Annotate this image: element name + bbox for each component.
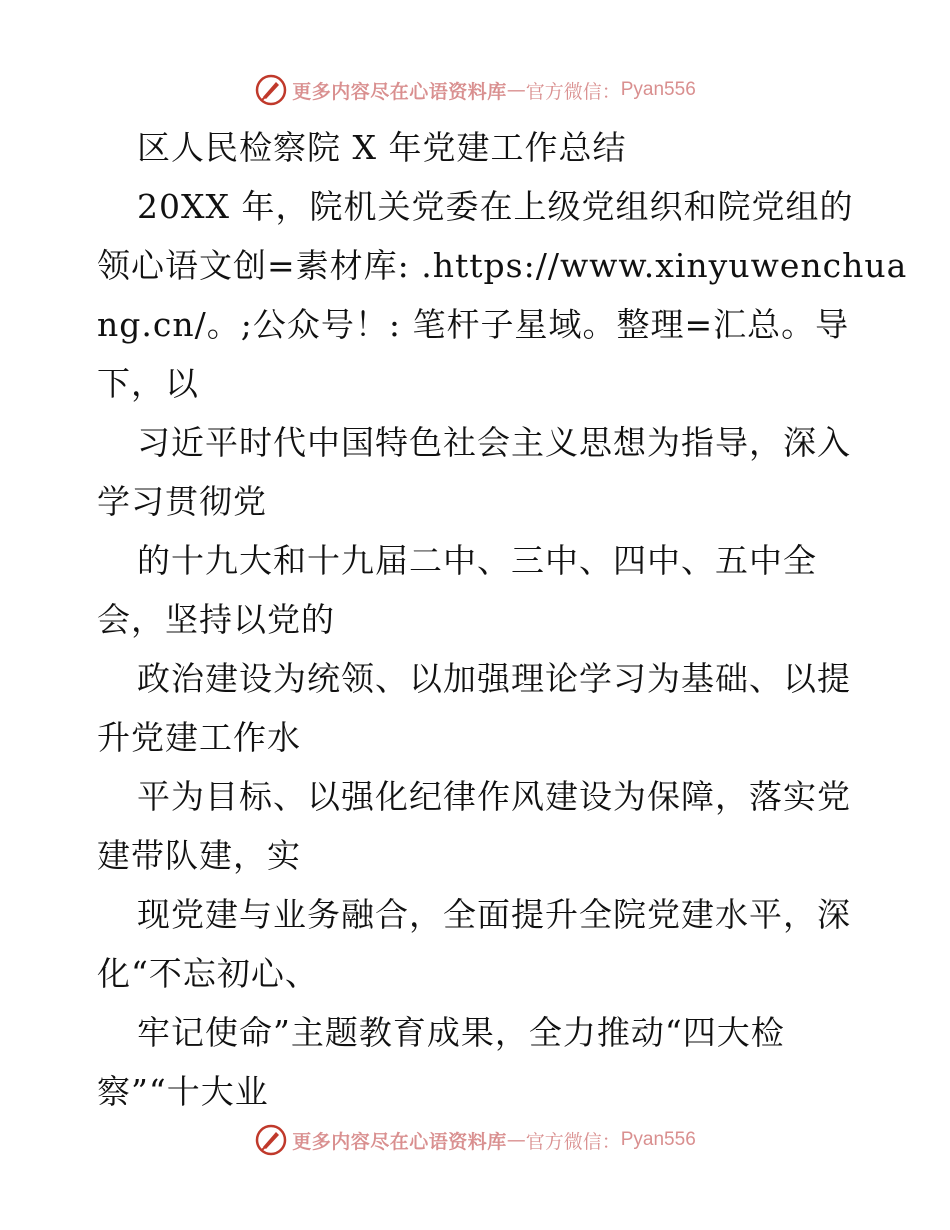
paragraph-line: 察”“十大业 — [97, 1072, 269, 1111]
paragraph-line: 会，坚持以党的 — [97, 600, 335, 639]
paragraph-line: 现党建与业务融合，全面提升全院党建水平，深 — [137, 895, 851, 934]
quill-seal-icon — [254, 73, 288, 107]
footer-watermark — [0, 1120, 950, 1160]
paragraph-line: 建带队建，实 — [97, 836, 301, 875]
paragraph-line: 20XX 年，院机关党委在上级党组织和院党组的 — [137, 187, 854, 226]
watermark-wechat-id: Pyan556 — [620, 79, 696, 100]
document-title: 区人民检察院 X 年党建工作总结 — [137, 128, 627, 167]
watermark-separator: — — [506, 1129, 526, 1151]
quill-seal-icon — [254, 1123, 288, 1157]
watermark-wechat-label: 官方微信： — [525, 1130, 621, 1153]
paragraph-line: 学习贯彻党 — [97, 482, 267, 521]
paragraph-line: 习近平时代中国特色社会主义思想为指导，深入 — [137, 423, 851, 462]
paragraph-line: 下，以 — [97, 364, 199, 403]
watermark-wechat-id: Pyan556 — [620, 1129, 696, 1150]
paragraph-line: 领心语文创=素材库: .https://www.xinyuwenchua — [97, 246, 908, 285]
watermark-separator: — — [506, 79, 526, 101]
paragraph-line: 的十九大和十九届二中、三中、四中、五中全 — [137, 541, 817, 580]
paragraph-line: 政治建设为统领、以加强理论学习为基础、以提 — [137, 659, 851, 698]
paragraph-line: 牢记使命”主题教育成果，全力推动“四大检 — [137, 1013, 785, 1052]
document-body — [97, 118, 908, 1121]
paragraph-line: ng.cn/。;公众号！: 笔杆子星域。整理=汇总。导 — [97, 305, 850, 344]
paragraph-line: 化“不忘初心、 — [97, 954, 319, 993]
paragraph-line: 平为目标、以强化纪律作风建设为保障，落实党 — [137, 777, 851, 816]
watermark-site-text: 更多内容尽在心语资料库 — [292, 80, 507, 103]
paragraph-line: 升党建工作水 — [97, 718, 301, 757]
watermark-wechat-label: 官方微信： — [525, 80, 621, 103]
watermark-site-text: 更多内容尽在心语资料库 — [292, 1130, 507, 1153]
header-watermark — [0, 70, 950, 110]
